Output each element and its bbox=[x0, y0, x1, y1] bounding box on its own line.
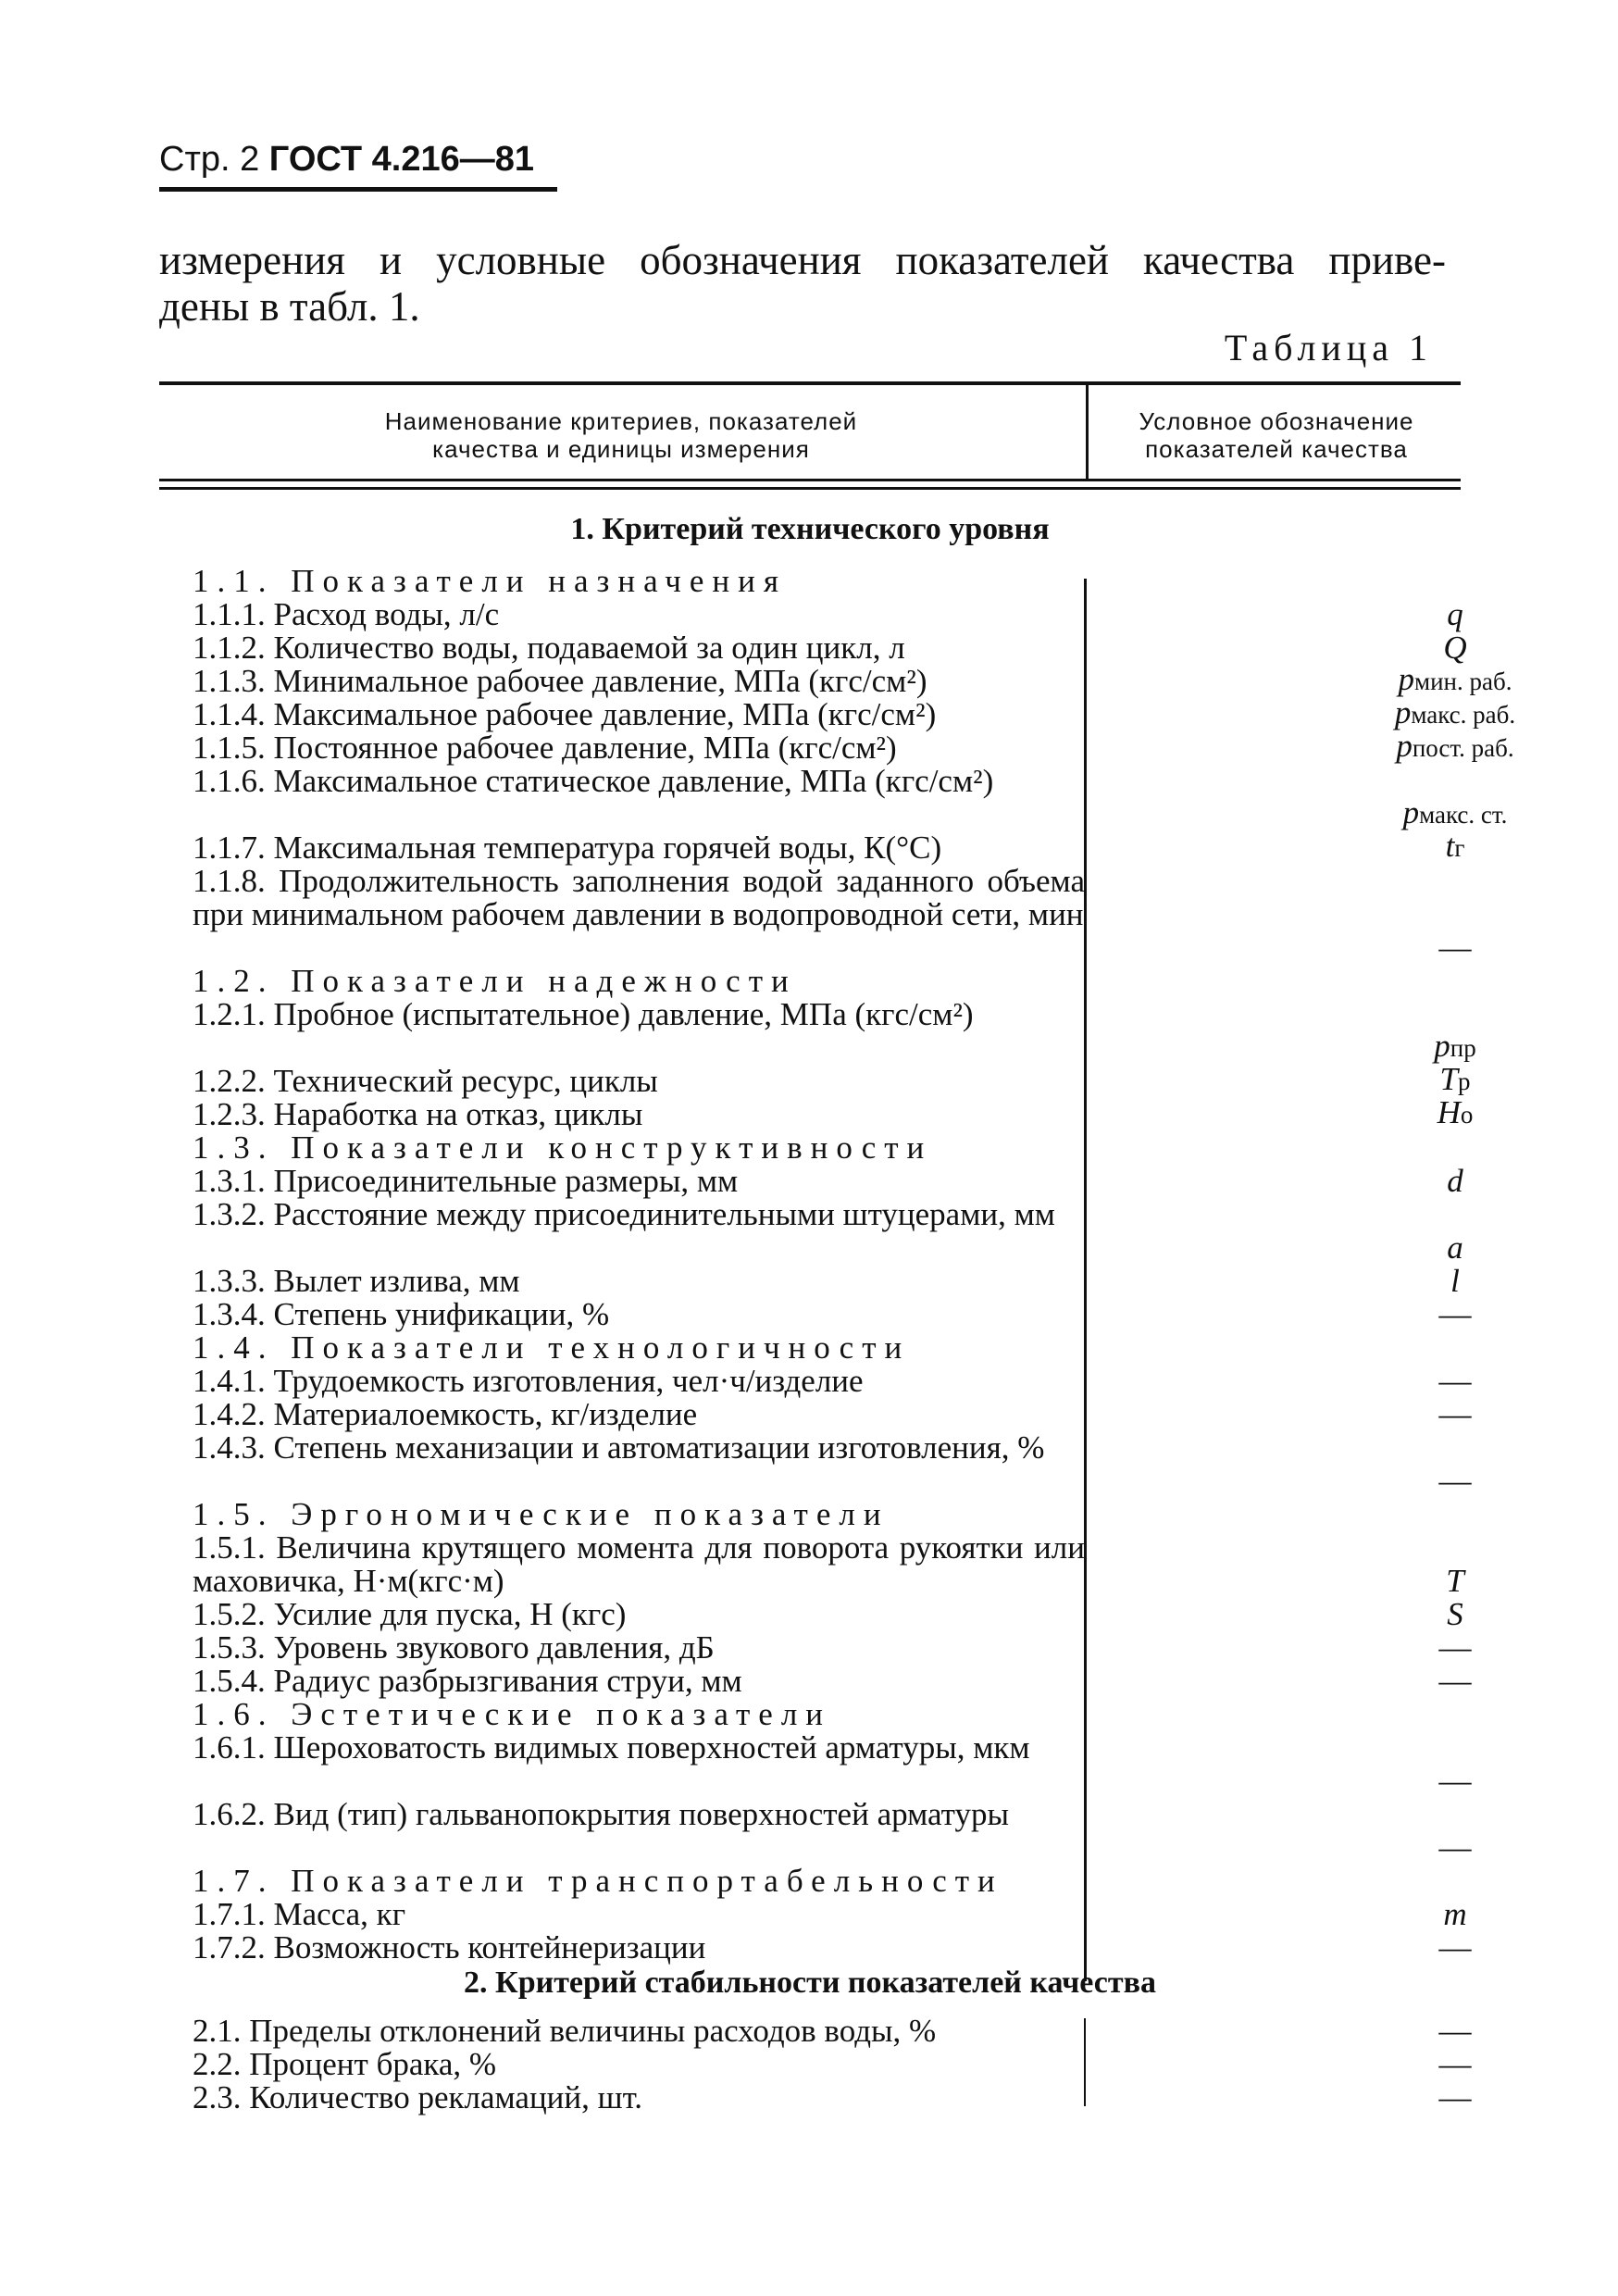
indicator-name: 1.3.3. Вылет излива, мм bbox=[193, 1263, 520, 1299]
table-row bbox=[159, 1596, 1463, 1632]
intro-line-1: измерения и условные обозначения показателей качества приве- bbox=[159, 237, 1446, 283]
symbol-main: — bbox=[1438, 2079, 1472, 2115]
indicator-name: 1.3.2. Расстояние между присоединительными штуцерами, мм bbox=[193, 1196, 1055, 1232]
indicator-symbol bbox=[1288, 1598, 1618, 1631]
symbol-main: d bbox=[1447, 1163, 1463, 1199]
table-row bbox=[159, 1263, 1460, 1299]
indicator-symbol bbox=[1288, 1298, 1618, 1331]
table-row bbox=[159, 1363, 1472, 1399]
indicator-group-heading bbox=[159, 1698, 1085, 1731]
table-row bbox=[159, 1094, 1474, 1132]
indicator-name: 1.4. Показатели технологичности bbox=[193, 1329, 911, 1366]
indicator-symbol bbox=[1288, 931, 1618, 965]
indicator-name: 1.4.1. Трудоемкость изготовления, чел·ч/изделие bbox=[193, 1363, 864, 1399]
indicator-name: 1.1.8. Продолжительность заполнения водой заданного объема при минимальном рабочем давлении в водопроводной сети, мин bbox=[193, 863, 1085, 932]
column-header-name bbox=[159, 407, 1083, 463]
symbol-main: p bbox=[1402, 794, 1420, 830]
section-1-rows bbox=[159, 563, 1516, 1965]
table-row bbox=[159, 1896, 1467, 1932]
table-row bbox=[159, 1663, 1472, 1699]
indicator-symbol bbox=[1288, 696, 1618, 731]
symbol-subscript: р bbox=[1457, 1067, 1471, 1095]
indicator-symbol bbox=[1288, 1765, 1618, 1798]
symbol-main: p bbox=[1396, 728, 1413, 764]
intro-line-2: дены в табл. 1. bbox=[159, 283, 420, 330]
symbol-main: — bbox=[1438, 1929, 1472, 1965]
column-header-symbol-line-2: показателей качества bbox=[1145, 435, 1408, 463]
table-row bbox=[159, 828, 1465, 866]
indicator-symbol bbox=[1288, 1665, 1618, 1698]
table-row bbox=[159, 661, 1512, 699]
symbol-main: p bbox=[1398, 661, 1415, 697]
table-row bbox=[159, 694, 1516, 732]
symbol-main: — bbox=[1438, 1296, 1472, 1332]
indicator-symbol bbox=[1288, 1465, 1618, 1498]
symbol-subscript: мин. раб. bbox=[1414, 668, 1512, 695]
indicator-name: 1.1.3. Минимальное рабочее давление, МПа (кгс/см²) bbox=[193, 663, 927, 699]
symbol-main: Q bbox=[1443, 630, 1467, 666]
symbol-main: — bbox=[1438, 2046, 1472, 2082]
intro-paragraph bbox=[159, 237, 1446, 330]
symbol-main: S bbox=[1447, 1596, 1463, 1632]
indicator-name: 1.6. Эстетические показатели bbox=[193, 1696, 832, 1732]
indicator-symbol bbox=[1288, 1898, 1618, 1931]
indicator-group-heading bbox=[159, 1331, 1085, 1365]
indicator-group-heading bbox=[159, 565, 1085, 598]
indicator-symbol bbox=[1288, 1029, 1618, 1065]
table-row bbox=[159, 1929, 1472, 1965]
indicator-name: 2.2. Процент брака, % bbox=[193, 2046, 497, 2082]
symbol-main: — bbox=[1438, 1829, 1472, 1866]
section-2-title: 2. Критерий стабильности показателей качества bbox=[464, 1965, 1156, 2000]
table-row bbox=[159, 1296, 1472, 1332]
indicator-symbol bbox=[1288, 1231, 1618, 1265]
indicator-group-heading bbox=[159, 1131, 1085, 1165]
indicator-symbol bbox=[1288, 1831, 1618, 1865]
symbol-main: — bbox=[1438, 1763, 1472, 1799]
header-bottom-rule-2 bbox=[159, 487, 1461, 490]
indicator-symbol bbox=[1288, 1631, 1618, 1665]
indicator-name: 1.5. Эргономические показатели bbox=[193, 1496, 890, 1532]
table-row bbox=[159, 996, 1476, 1065]
indicator-symbol bbox=[1288, 1365, 1618, 1398]
indicator-name: 1.4.3. Степень механизации и автоматизации изготовления, % bbox=[193, 1429, 1045, 1466]
symbol-main: — bbox=[1438, 2013, 1472, 2049]
indicator-name: 1.4.2. Материалоемкость, кг/изделие bbox=[193, 1396, 698, 1432]
header-rule bbox=[159, 187, 557, 192]
indicator-symbol bbox=[1288, 631, 1618, 665]
symbol-main: — bbox=[1438, 930, 1472, 966]
indicator-symbol bbox=[1288, 1165, 1618, 1198]
indicator-symbol bbox=[1288, 830, 1618, 865]
symbol-main: t bbox=[1445, 828, 1455, 864]
section-2-rows bbox=[159, 2013, 1472, 2115]
table-row bbox=[159, 1196, 1463, 1266]
symbol-subscript: г bbox=[1454, 834, 1465, 862]
indicator-name: 1.7.1. Масса, кг bbox=[193, 1896, 406, 1932]
table-row bbox=[159, 763, 1508, 831]
table-row bbox=[159, 1163, 1463, 1199]
indicator-symbol bbox=[1288, 598, 1618, 631]
page-header bbox=[159, 141, 534, 178]
table-row bbox=[159, 1796, 1472, 1866]
header-bottom-rule bbox=[159, 479, 1461, 481]
indicator-name: 1.5.3. Уровень звукового давления, дБ bbox=[193, 1629, 715, 1666]
indicator-name: 1.3.1. Присоединительные размеры, мм bbox=[193, 1163, 739, 1199]
table-row bbox=[159, 1629, 1472, 1666]
table-row bbox=[159, 2079, 1472, 2115]
indicator-group-heading bbox=[159, 1865, 1085, 1898]
column-header-symbol bbox=[1092, 407, 1461, 463]
standard-id: ГОСТ 4.216—81 bbox=[268, 140, 535, 179]
indicator-symbol bbox=[1288, 1398, 1618, 1431]
indicator-group-heading bbox=[159, 1498, 1085, 1531]
indicator-name: 1.1.1. Расход воды, л/с bbox=[193, 596, 500, 632]
symbol-subscript: макс. ст. bbox=[1419, 801, 1508, 829]
table-caption: Таблица 1 bbox=[1224, 327, 1433, 368]
indicator-name: 1.1. Показатели назначения bbox=[193, 563, 787, 599]
symbol-main: q bbox=[1447, 596, 1463, 632]
table-top-rule bbox=[159, 381, 1461, 385]
indicator-symbol bbox=[1288, 1931, 1618, 1965]
indicator-symbol bbox=[1288, 2015, 1618, 2048]
table-row bbox=[159, 1729, 1472, 1799]
table-row bbox=[159, 1529, 1464, 1599]
indicator-group-heading bbox=[159, 965, 1085, 998]
page-number: Стр. 2 bbox=[159, 140, 260, 179]
symbol-main: — bbox=[1438, 1463, 1472, 1499]
symbol-main: p bbox=[1434, 1028, 1450, 1064]
column-header-symbol-line-1: Условное обозначение bbox=[1139, 407, 1414, 435]
symbol-subscript: пр bbox=[1450, 1034, 1476, 1062]
symbol-main: a bbox=[1447, 1229, 1463, 1266]
column-header-name-line-1: Наименование критериев, показателей bbox=[384, 407, 858, 435]
indicator-symbol bbox=[1288, 796, 1618, 831]
table-row bbox=[159, 728, 1514, 766]
indicator-symbol bbox=[1288, 663, 1618, 698]
indicator-name: 1.2.3. Наработка на отказ, циклы bbox=[193, 1096, 643, 1132]
symbol-subscript: макс. раб. bbox=[1411, 701, 1516, 729]
indicator-name: 1.2. Показатели надежности bbox=[193, 963, 797, 999]
indicator-name: 1.3. Показатели конструктивности bbox=[193, 1129, 933, 1166]
section-1-title: 1. Критерий технического уровня bbox=[570, 512, 1050, 546]
symbol-main: — bbox=[1438, 1363, 1472, 1399]
indicator-symbol bbox=[1288, 1063, 1618, 1098]
table-row bbox=[159, 2046, 1472, 2082]
symbol-subscript: о bbox=[1460, 1101, 1474, 1129]
indicator-symbol bbox=[1288, 1265, 1618, 1298]
indicator-name: 1.2.1. Пробное (испытательное) давление, МПа (кгс/см²) bbox=[193, 996, 974, 1032]
symbol-main: l bbox=[1450, 1263, 1460, 1299]
symbol-main: — bbox=[1438, 1629, 1472, 1666]
symbol-main: T bbox=[1446, 1563, 1464, 1599]
indicator-symbol bbox=[1288, 1565, 1618, 1598]
symbol-subscript: пост. раб. bbox=[1412, 734, 1514, 762]
indicator-name: 1.7. Показатели транспортабельности bbox=[193, 1863, 1003, 1899]
header-column-divider bbox=[1086, 385, 1089, 479]
table-row bbox=[159, 1061, 1471, 1099]
indicator-name: 1.1.5. Постоянное рабочее давление, МПа (кгс/см²) bbox=[193, 730, 897, 766]
indicator-name: 1.6.2. Вид (тип) гальванопокрытия поверхностей арматуры bbox=[193, 1796, 1009, 1832]
indicator-name: 1.2.2. Технический ресурс, циклы bbox=[193, 1063, 658, 1099]
indicator-symbol bbox=[1288, 1096, 1618, 1131]
indicator-name: 1.5.4. Радиус разбрызгивания струи, мм bbox=[193, 1663, 742, 1699]
indicator-symbol bbox=[1288, 2081, 1618, 2115]
symbol-main: — bbox=[1438, 1396, 1472, 1432]
indicator-name: 1.5.1. Величина крутящего момента для поворота рукоятки или маховичка, Н·м(кгс·м) bbox=[193, 1529, 1085, 1599]
indicator-name: 1.7.2. Возможность контейнеризации bbox=[193, 1929, 706, 1965]
indicator-name: 1.1.4. Максимальное рабочее давление, МПа (кгс/см²) bbox=[193, 696, 937, 732]
indicator-name: 1.1.7. Максимальная температура горячей воды, К(°С) bbox=[193, 830, 942, 866]
table-row bbox=[159, 630, 1467, 666]
symbol-main: p bbox=[1394, 694, 1412, 730]
indicator-name: 2.3. Количество рекламаций, шт. bbox=[193, 2079, 643, 2115]
symbol-main: H bbox=[1437, 1094, 1461, 1130]
table-row bbox=[159, 863, 1472, 966]
table-row bbox=[159, 1429, 1472, 1499]
indicator-symbol bbox=[1288, 2048, 1618, 2081]
symbol-main: m bbox=[1443, 1896, 1467, 1932]
table-row bbox=[159, 596, 1463, 632]
symbol-main: T bbox=[1439, 1061, 1458, 1097]
table-row bbox=[159, 2013, 1472, 2049]
indicator-name: 1.1.6. Максимальное статическое давление, МПа (кгс/см²) bbox=[193, 763, 994, 799]
indicator-name: 2.1. Пределы отклонений величины расходов воды, % bbox=[193, 2013, 937, 2049]
symbol-main: — bbox=[1438, 1663, 1472, 1699]
indicator-name: 1.3.4. Степень унификации, % bbox=[193, 1296, 610, 1332]
indicator-name: 1.1.2. Количество воды, подаваемой за один цикл, л bbox=[193, 630, 905, 666]
column-header-name-line-2: качества и единицы измерения bbox=[432, 435, 810, 463]
indicator-symbol bbox=[1288, 730, 1618, 765]
indicator-name: 1.5.2. Усилие для пуска, Н (кгс) bbox=[193, 1596, 627, 1632]
table-row bbox=[159, 1396, 1472, 1432]
indicator-name: 1.6.1. Шероховатость видимых поверхностей арматуры, мкм bbox=[193, 1729, 1030, 1766]
